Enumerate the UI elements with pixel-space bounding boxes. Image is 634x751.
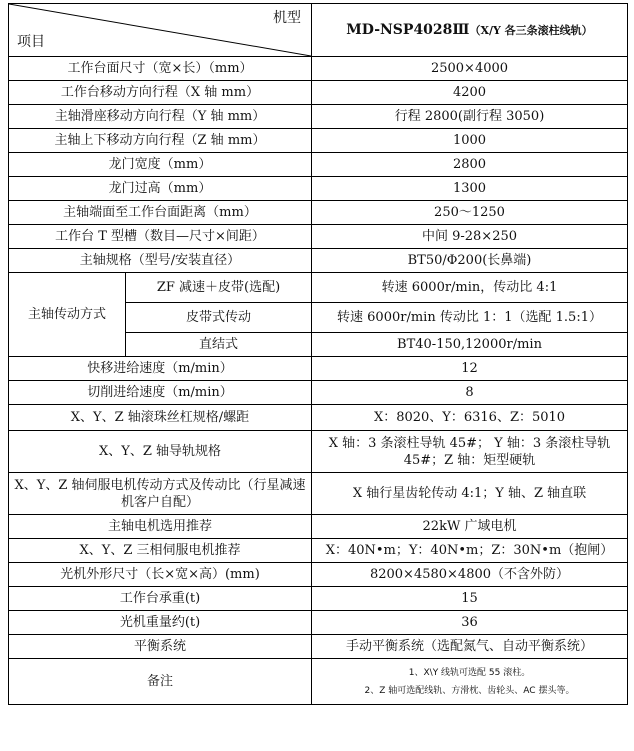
row-value: 1300 bbox=[312, 177, 628, 201]
row-value: X：40N•m；Y：40N•m；Z：30N•m（抱闸） bbox=[312, 539, 628, 563]
row-value: 12 bbox=[312, 357, 628, 381]
row-value: 行程 2800(副行程 3050) bbox=[312, 105, 628, 129]
row-label: 主轴规格（型号/安装直径） bbox=[9, 249, 312, 273]
row-value: X：8020、Y：6316、Z：5010 bbox=[312, 405, 628, 431]
row-label: 龙门宽度（mm） bbox=[9, 153, 312, 177]
drive-sub-label: ZF 减速＋皮带(选配) bbox=[126, 273, 312, 303]
row-label: X、Y、Z 三相伺服电机推荐 bbox=[9, 539, 312, 563]
note-line-2: 2、Z 轴可选配线轨、方滑枕、齿轮头、AC 摆头等。 bbox=[364, 685, 575, 696]
row-value: X 轴：3 条滚柱导轨 45#； Y 轴：3 条滚柱导轨 45#；Z 轴：矩型硬轨 bbox=[312, 431, 628, 473]
drive-sub-value: 转速 6000r/min 传动比 1：1（选配 1.5:1） bbox=[312, 303, 628, 333]
row-value: 2500×4000 bbox=[312, 57, 628, 81]
row-label: 光机重量约(t) bbox=[9, 611, 312, 635]
row-label: 主轴端面至工作台面距离（mm） bbox=[9, 201, 312, 225]
row-label: 主轴滑座移动方向行程（Y 轴 mm） bbox=[9, 105, 312, 129]
row-label: 工作台 T 型槽（数目—尺寸×间距） bbox=[9, 225, 312, 249]
row-value: 手动平衡系统（选配氮气、自动平衡系统） bbox=[312, 635, 628, 659]
model-name: MD-NSP4028Ⅲ bbox=[346, 21, 470, 38]
row-value: 2800 bbox=[312, 153, 628, 177]
notes-cell bbox=[312, 659, 628, 705]
row-label: 平衡系统 bbox=[9, 635, 312, 659]
row-value: BT50/Φ200(长鼻端) bbox=[312, 249, 628, 273]
row-label: 工作台承重(t) bbox=[9, 587, 312, 611]
row-value: 1000 bbox=[312, 129, 628, 153]
row-label: 主轴电机选用推荐 bbox=[9, 515, 312, 539]
row-value: 中间 9-28×250 bbox=[312, 225, 628, 249]
model-note: （X/Y 各三条滚柱线轨） bbox=[469, 23, 593, 37]
diagonal-divider bbox=[9, 4, 311, 56]
row-label: X、Y、Z 轴导轨规格 bbox=[9, 431, 312, 473]
drive-sub-value: 转速 6000r/min，传动比 4:1 bbox=[312, 273, 628, 303]
row-label: 切削进给速度（m/min） bbox=[9, 381, 312, 405]
row-label: X、Y、Z 轴伺服电机传动方式及传动比（行星减速机客户自配） bbox=[9, 473, 312, 515]
item-header-label: 项目 bbox=[17, 34, 45, 50]
drive-sub-value: BT40-150,12000r/min bbox=[312, 333, 628, 357]
row-value: 4200 bbox=[312, 81, 628, 105]
row-value: 8200×4580×4800（不含外防） bbox=[312, 563, 628, 587]
row-label: 龙门过高（mm） bbox=[9, 177, 312, 201]
header-corner-cell bbox=[9, 4, 312, 57]
row-label: X、Y、Z 轴滚珠丝杠规格/螺距 bbox=[9, 405, 312, 431]
model-cell bbox=[312, 4, 628, 57]
row-label: 快移进给速度（m/min） bbox=[9, 357, 312, 381]
notes-label: 备注 bbox=[9, 659, 312, 705]
row-value: 15 bbox=[312, 587, 628, 611]
row-value: X 轴行星齿轮传动 4:1；Y 轴、Z 轴直联 bbox=[312, 473, 628, 515]
drive-sub-label: 皮带式传动 bbox=[126, 303, 312, 333]
note-line-1: 1、X\Y 线轨可选配 55 滚柱。 bbox=[408, 667, 531, 678]
row-value: 22kW 广域电机 bbox=[312, 515, 628, 539]
drive-sub-label: 直结式 bbox=[126, 333, 312, 357]
row-label: 工作台面尺寸（宽×长）（mm） bbox=[9, 57, 312, 81]
row-label: 主轴上下移动方向行程（Z 轴 mm） bbox=[9, 129, 312, 153]
row-value: 8 bbox=[312, 381, 628, 405]
model-header-label: 机型 bbox=[273, 10, 301, 26]
drive-group-label: 主轴传动方式 bbox=[9, 273, 126, 357]
spec-table bbox=[8, 3, 628, 705]
row-label: 工作台移动方向行程（X 轴 mm） bbox=[9, 81, 312, 105]
row-value: 250～1250 bbox=[312, 201, 628, 225]
row-value: 36 bbox=[312, 611, 628, 635]
row-label: 光机外形尺寸（长×宽×高）(mm) bbox=[9, 563, 312, 587]
